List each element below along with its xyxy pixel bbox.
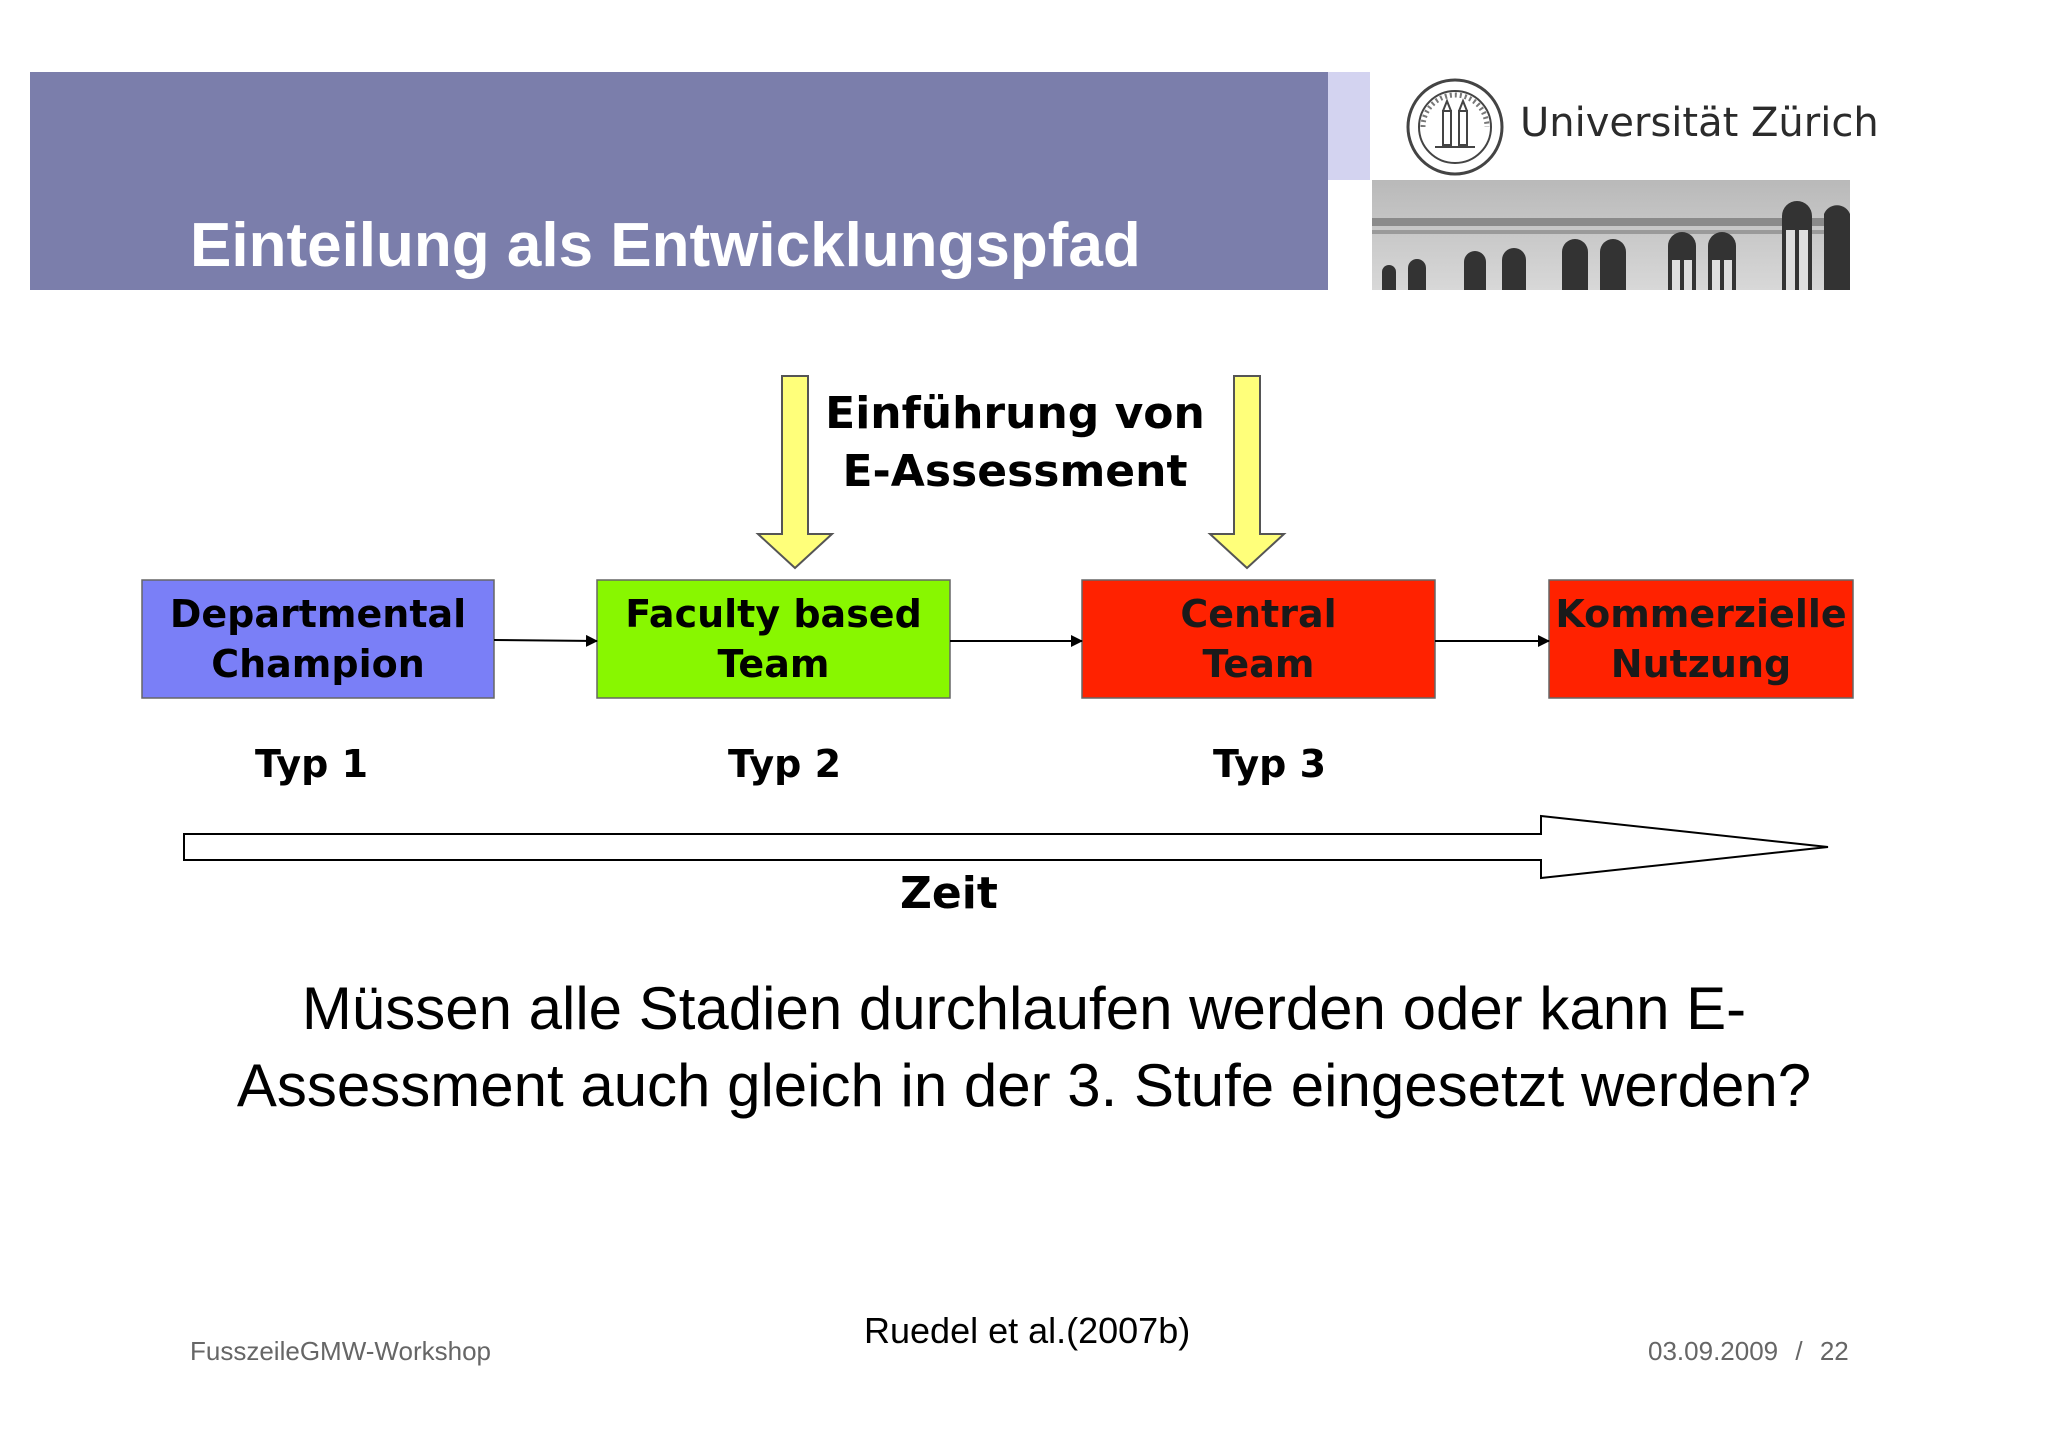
stage-1-line1: Departmental (169, 592, 467, 636)
timeline-arrow (184, 816, 1828, 878)
question-text: Müssen alle Stadien durchlaufen werden oder kann E-Assessment auch gleich in der 3. Stufe eingesetzt werden? (236, 975, 1812, 1119)
stage-label-1 (142, 580, 494, 698)
stage-4-line1: Kommerzielle (1555, 592, 1847, 636)
stage-4-line2: Nutzung (1610, 642, 1792, 686)
intro-label-line2: E-Assessment (842, 446, 1188, 497)
stage-3-line1: Central (1180, 592, 1337, 636)
footer-date-page (1648, 1336, 1849, 1367)
stage-1-line2: Champion (211, 642, 425, 686)
connector-arrow-1 (494, 640, 597, 641)
type-label-2: Typ 2 (728, 742, 842, 786)
footer-text: FusszeileGMW-Workshop (190, 1336, 491, 1366)
university-name: Universität Zürich (1520, 100, 1879, 146)
slide-title: Einteilung als Entwicklungspfad (190, 211, 1141, 280)
stage-label-3 (1082, 580, 1435, 698)
stage-label-2 (597, 580, 950, 698)
intro-marker-arrow-2 (1210, 376, 1284, 568)
footer-separator: / (1795, 1336, 1803, 1366)
citation: Ruedel et al.(2007b) (864, 1310, 1191, 1351)
stage-label-4 (1549, 580, 1853, 698)
stage-2-line1: Faculty based (625, 592, 922, 636)
type-label-3: Typ 3 (1213, 742, 1327, 786)
stage-2-line2: Team (717, 642, 830, 686)
timeline-label: Zeit (900, 868, 998, 919)
footer-date: 03.09.2009 (1648, 1336, 1779, 1366)
stage-3-line2: Team (1202, 642, 1315, 686)
type-label-1: Typ 1 (255, 742, 369, 786)
intro-label (820, 385, 1210, 501)
intro-label-line1: Einführung von (825, 388, 1205, 439)
page-number: 22 (1819, 1336, 1849, 1366)
